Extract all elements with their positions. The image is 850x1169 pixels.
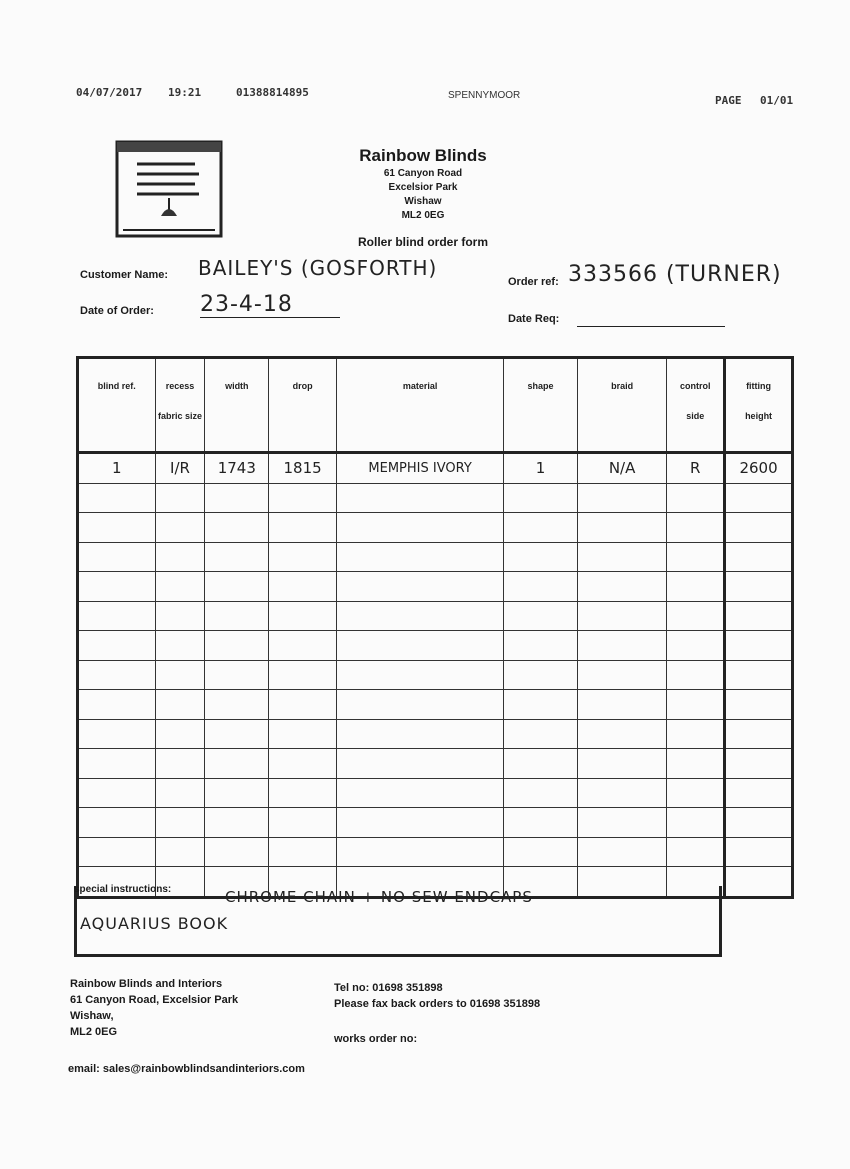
cell-fitting-height[interactable] bbox=[725, 690, 793, 720]
cell-material[interactable] bbox=[337, 483, 504, 513]
cell-material[interactable] bbox=[337, 808, 504, 838]
cell-shape[interactable] bbox=[504, 660, 578, 690]
cell-fitting-height[interactable] bbox=[725, 808, 793, 838]
cell-blind-ref[interactable] bbox=[78, 837, 156, 867]
date-req-field[interactable] bbox=[577, 312, 725, 327]
cell-width[interactable] bbox=[205, 719, 269, 749]
cell-drop[interactable] bbox=[269, 483, 337, 513]
header-fabric-size: fabric size bbox=[157, 411, 203, 421]
cell-material[interactable] bbox=[337, 601, 504, 631]
cell-material[interactable] bbox=[337, 631, 504, 661]
header-drop: drop bbox=[269, 358, 337, 453]
cell-drop[interactable] bbox=[269, 837, 337, 867]
table-row bbox=[78, 483, 793, 513]
cell-shape[interactable] bbox=[504, 483, 578, 513]
cell-braid[interactable] bbox=[577, 513, 667, 543]
fax-page: 01/01 bbox=[760, 94, 794, 107]
cell-control-side[interactable] bbox=[667, 749, 725, 779]
cell-control-side[interactable] bbox=[667, 837, 725, 867]
cell-shape[interactable] bbox=[504, 572, 578, 602]
cell-blind-ref[interactable] bbox=[78, 778, 156, 808]
cell-blind-ref[interactable] bbox=[78, 601, 156, 631]
cell-blind-ref[interactable] bbox=[78, 542, 156, 572]
cell-shape[interactable] bbox=[504, 690, 578, 720]
header-shape: shape bbox=[504, 358, 578, 453]
cell-braid[interactable] bbox=[577, 719, 667, 749]
cell-recess[interactable] bbox=[155, 690, 205, 720]
table-row bbox=[78, 601, 793, 631]
table-row bbox=[78, 690, 793, 720]
cell-braid[interactable]: N/A bbox=[577, 453, 667, 484]
footer-email[interactable]: email: sales@rainbowblindsandinteriors.com bbox=[68, 1063, 305, 1075]
cell-shape[interactable] bbox=[504, 749, 578, 779]
footer-address2: Wishaw, bbox=[70, 1010, 114, 1022]
order-ref-value: 333566 (TURNER) bbox=[568, 262, 782, 287]
cell-shape[interactable] bbox=[504, 808, 578, 838]
date-of-order-value: 23-4-18 bbox=[200, 292, 340, 318]
cell-fitting-height[interactable] bbox=[725, 542, 793, 572]
cell-recess[interactable] bbox=[155, 572, 205, 602]
cell-shape[interactable] bbox=[504, 601, 578, 631]
cell-blind-ref[interactable] bbox=[78, 631, 156, 661]
cell-braid[interactable] bbox=[577, 749, 667, 779]
cell-blind-ref[interactable] bbox=[78, 749, 156, 779]
cell-recess[interactable]: I/R bbox=[155, 453, 205, 484]
special-instructions-label: special instructions: bbox=[74, 884, 172, 895]
cell-blind-ref[interactable] bbox=[78, 513, 156, 543]
cell-shape[interactable]: 1 bbox=[504, 453, 578, 484]
cell-shape[interactable] bbox=[504, 631, 578, 661]
cell-width[interactable] bbox=[205, 778, 269, 808]
cell-width[interactable] bbox=[205, 483, 269, 513]
cell-control-side[interactable] bbox=[667, 572, 725, 602]
cell-braid[interactable] bbox=[577, 483, 667, 513]
cell-width[interactable] bbox=[205, 572, 269, 602]
cell-width[interactable] bbox=[205, 660, 269, 690]
cell-material[interactable] bbox=[337, 778, 504, 808]
fax-page-label: PAGE bbox=[715, 94, 742, 107]
form-title: Roller blind order form bbox=[357, 235, 488, 249]
cell-material[interactable] bbox=[337, 749, 504, 779]
cell-width[interactable] bbox=[205, 837, 269, 867]
table-row bbox=[78, 749, 793, 779]
cell-fitting-height[interactable] bbox=[725, 631, 793, 661]
header-side: side bbox=[686, 411, 705, 421]
cell-width[interactable] bbox=[205, 808, 269, 838]
cell-drop[interactable] bbox=[269, 690, 337, 720]
table-row bbox=[78, 453, 793, 484]
cell-fitting-height[interactable] bbox=[725, 572, 793, 602]
cell-braid[interactable] bbox=[577, 660, 667, 690]
cell-drop[interactable] bbox=[269, 631, 337, 661]
cell-braid[interactable] bbox=[577, 631, 667, 661]
cell-width[interactable] bbox=[205, 542, 269, 572]
cell-drop[interactable] bbox=[269, 660, 337, 690]
cell-braid[interactable] bbox=[577, 542, 667, 572]
header-height: height bbox=[745, 411, 773, 421]
cell-shape[interactable] bbox=[504, 719, 578, 749]
cell-fitting-height[interactable] bbox=[725, 867, 793, 898]
fax-number: 01388814895 bbox=[236, 86, 309, 99]
cell-control-side[interactable] bbox=[667, 808, 725, 838]
cell-blind-ref[interactable] bbox=[78, 719, 156, 749]
cell-braid[interactable] bbox=[577, 808, 667, 838]
footer-tel: Tel no: 01698 351898 bbox=[334, 982, 443, 994]
cell-recess[interactable] bbox=[155, 749, 205, 779]
cell-shape[interactable] bbox=[504, 513, 578, 543]
cell-blind-ref[interactable] bbox=[78, 808, 156, 838]
cell-fitting-height[interactable] bbox=[725, 749, 793, 779]
cell-material[interactable] bbox=[337, 542, 504, 572]
table-row bbox=[78, 542, 793, 572]
cell-width[interactable] bbox=[205, 601, 269, 631]
cell-width[interactable] bbox=[205, 690, 269, 720]
cell-control-side[interactable] bbox=[667, 690, 725, 720]
cell-recess[interactable] bbox=[155, 542, 205, 572]
cell-braid[interactable] bbox=[577, 837, 667, 867]
cell-blind-ref[interactable]: 1 bbox=[78, 453, 156, 484]
cell-shape[interactable] bbox=[504, 542, 578, 572]
header-braid: braid bbox=[577, 358, 667, 453]
table-row bbox=[78, 719, 793, 749]
cell-recess[interactable] bbox=[155, 483, 205, 513]
cell-width[interactable] bbox=[205, 631, 269, 661]
cell-material[interactable] bbox=[337, 572, 504, 602]
footer-fax-back: Please fax back orders to 01698 351898 bbox=[334, 998, 541, 1010]
cell-braid[interactable] bbox=[577, 778, 667, 808]
footer-works-order: works order no: bbox=[334, 1033, 418, 1045]
header-blind-ref: blind ref. bbox=[78, 358, 156, 453]
cell-fitting-height[interactable] bbox=[725, 837, 793, 867]
table-row bbox=[78, 660, 793, 690]
table-row bbox=[78, 631, 793, 661]
cell-material[interactable] bbox=[337, 660, 504, 690]
special-instructions-line1[interactable]: CHROME CHAIN + NO SEW ENDCAPS bbox=[225, 888, 533, 906]
cell-recess[interactable] bbox=[155, 808, 205, 838]
customer-name-label: Customer Name: bbox=[80, 269, 169, 281]
cell-recess[interactable] bbox=[155, 778, 205, 808]
cell-braid[interactable] bbox=[577, 572, 667, 602]
cell-shape[interactable] bbox=[504, 778, 578, 808]
cell-fitting-height[interactable] bbox=[725, 483, 793, 513]
footer-address3: ML2 0EG bbox=[70, 1026, 118, 1038]
table-header-row bbox=[78, 358, 793, 453]
cell-control-side[interactable]: R bbox=[667, 453, 725, 484]
cell-blind-ref[interactable] bbox=[78, 660, 156, 690]
cell-braid[interactable] bbox=[577, 601, 667, 631]
company-address-line: Wishaw bbox=[404, 196, 442, 207]
cell-control-side[interactable] bbox=[667, 719, 725, 749]
cell-fitting-height[interactable] bbox=[725, 601, 793, 631]
table-row bbox=[78, 837, 793, 867]
fax-date: 04/07/2017 bbox=[76, 86, 143, 99]
cell-fitting-height[interactable] bbox=[725, 719, 793, 749]
cell-recess[interactable] bbox=[155, 837, 205, 867]
cell-control-side[interactable] bbox=[667, 778, 725, 808]
date-req-label: Date Req: bbox=[508, 313, 560, 325]
cell-drop[interactable] bbox=[269, 719, 337, 749]
footer-address1: 61 Canyon Road, Excelsior Park bbox=[70, 994, 239, 1006]
header-control: control side bbox=[667, 358, 725, 453]
cell-recess[interactable] bbox=[155, 660, 205, 690]
header-width: width bbox=[205, 358, 269, 453]
company-address-line: ML2 0EG bbox=[401, 210, 445, 221]
table-row bbox=[78, 513, 793, 543]
cell-blind-ref[interactable] bbox=[78, 690, 156, 720]
cell-recess[interactable] bbox=[155, 631, 205, 661]
cell-control-side[interactable] bbox=[667, 660, 725, 690]
customer-name-value: BAILEY'S (GOSFORTH) bbox=[198, 256, 438, 280]
cell-control-side[interactable] bbox=[667, 483, 725, 513]
order-table bbox=[76, 356, 794, 899]
cell-recess[interactable] bbox=[155, 719, 205, 749]
cell-fitting-height[interactable]: 2600 bbox=[725, 453, 793, 484]
header-material: material bbox=[337, 358, 504, 453]
cell-blind-ref[interactable] bbox=[78, 572, 156, 602]
cell-material[interactable] bbox=[337, 690, 504, 720]
cell-drop[interactable] bbox=[269, 808, 337, 838]
header-fitting: fitting height bbox=[725, 358, 793, 453]
cell-material[interactable]: MEMPHIS IVORY bbox=[337, 453, 504, 484]
cell-control-side[interactable] bbox=[667, 631, 725, 661]
cell-control-side[interactable] bbox=[667, 601, 725, 631]
cell-shape[interactable] bbox=[504, 837, 578, 867]
fax-time: 19:21 bbox=[168, 86, 202, 99]
footer-company: Rainbow Blinds and Interiors bbox=[70, 978, 223, 990]
cell-drop[interactable] bbox=[269, 513, 337, 543]
cell-fitting-height[interactable] bbox=[725, 778, 793, 808]
cell-material[interactable] bbox=[337, 837, 504, 867]
order-ref-label: Order ref: bbox=[508, 276, 559, 288]
cell-width[interactable]: 1743 bbox=[205, 453, 269, 484]
cell-width[interactable] bbox=[205, 749, 269, 779]
special-instructions-line2[interactable]: AQUARIUS BOOK bbox=[80, 914, 229, 933]
cell-drop[interactable] bbox=[269, 778, 337, 808]
company-name: Rainbow Blinds bbox=[359, 146, 487, 165]
cell-blind-ref[interactable] bbox=[78, 483, 156, 513]
company-address-line: 61 Canyon Road bbox=[383, 168, 463, 179]
cell-drop[interactable]: 1815 bbox=[269, 453, 337, 484]
cell-fitting-height[interactable] bbox=[725, 513, 793, 543]
cell-drop[interactable] bbox=[269, 542, 337, 572]
cell-braid[interactable] bbox=[577, 690, 667, 720]
cell-recess[interactable] bbox=[155, 513, 205, 543]
cell-recess[interactable] bbox=[155, 601, 205, 631]
company-address-line: Excelsior Park bbox=[388, 182, 458, 193]
date-of-order-label: Date of Order: bbox=[80, 305, 154, 317]
cell-material[interactable] bbox=[337, 513, 504, 543]
fax-location: SPENNYMOOR bbox=[448, 90, 521, 101]
table-row bbox=[78, 778, 793, 808]
cell-drop[interactable] bbox=[269, 601, 337, 631]
table-row bbox=[78, 808, 793, 838]
roller-blind-logo bbox=[115, 140, 225, 240]
cell-material[interactable] bbox=[337, 719, 504, 749]
cell-width[interactable] bbox=[205, 513, 269, 543]
table-row bbox=[78, 572, 793, 602]
cell-control-side[interactable] bbox=[667, 542, 725, 572]
cell-control-side[interactable] bbox=[667, 513, 725, 543]
header-recess: recess fabric size bbox=[155, 358, 205, 453]
cell-drop[interactable] bbox=[269, 572, 337, 602]
cell-drop[interactable] bbox=[269, 749, 337, 779]
cell-fitting-height[interactable] bbox=[725, 660, 793, 690]
